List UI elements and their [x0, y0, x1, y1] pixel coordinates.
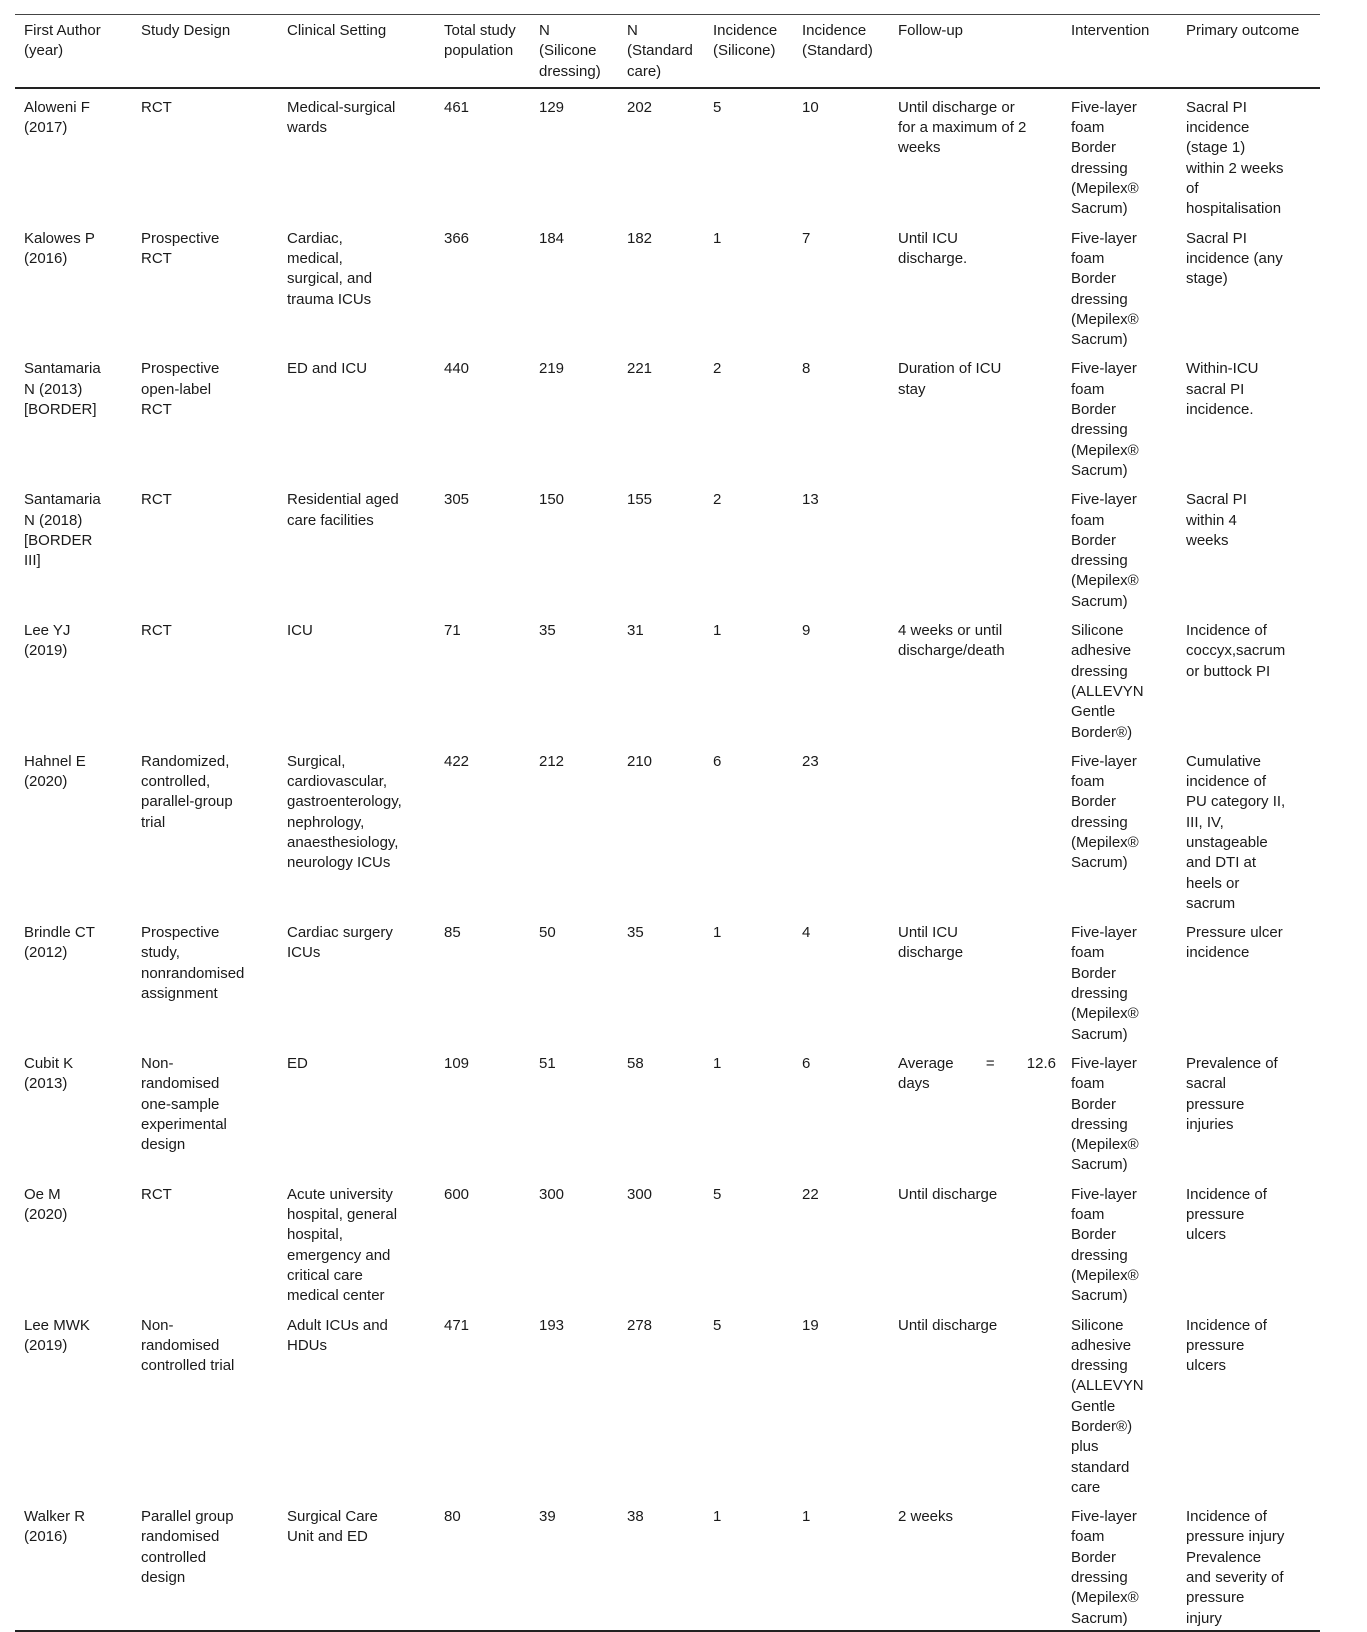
cell-primary-outcome: Cumulative incidence of PU category II, III, IV, unstageable and DTI at heels or sacrum: [1186, 752, 1286, 912]
studies-table: [15, 14, 1320, 1632]
cell-clinical-setting: ED and ICU: [287, 360, 368, 378]
cell-clinical-setting: ICU: [287, 622, 313, 640]
header-incidence-standard: Incidence (Standard): [802, 22, 873, 60]
cell-clinical-setting: ED: [287, 1054, 308, 1072]
header-first-author: First Author (year): [24, 22, 101, 60]
cell-primary-outcome: Sacral PI incidence (stage 1) within 2 weeks of hospitalisation: [1186, 98, 1284, 218]
cell-clinical-setting: Cardiac, medical, surgical, and trauma ICUs: [287, 229, 373, 308]
cell-clinical-setting: Medical-surgical wards: [287, 98, 396, 137]
cell-n-silicone: 212: [539, 752, 565, 770]
header-row: [15, 15, 1320, 88]
cell-n-standard: 155: [627, 491, 653, 509]
header-clinical-setting: Clinical Setting: [287, 22, 387, 39]
cell-follow-up: [889, 743, 1062, 914]
cell-n-silicone: 300: [539, 1185, 565, 1203]
cell-n-silicone: 51: [539, 1054, 556, 1072]
cell-first-author: Santamaria N (2013) [BORDER]: [24, 360, 101, 419]
cell-first-author: Hahnel E (2020): [24, 752, 86, 791]
cell-study-design: Prospective RCT: [141, 229, 220, 267]
table-row: [15, 88, 1320, 220]
cell-n-silicone: 193: [539, 1316, 565, 1334]
cell-n-silicone: 184: [539, 229, 565, 247]
cell-total-population: 109: [444, 1054, 470, 1072]
cell-study-design: Randomized, controlled, parallel-group trial: [141, 752, 233, 831]
cell-follow-up: Until discharge: [898, 1185, 998, 1203]
cell-primary-outcome: Sacral PI within 4 weeks: [1186, 491, 1247, 549]
cell-n-standard: 38: [627, 1508, 644, 1526]
header-n-silicone: N (Silicone dressing): [539, 22, 601, 80]
cell-study-design: RCT: [141, 622, 172, 640]
cell-incidence-silicone: 1: [713, 924, 722, 942]
cell-n-standard: 210: [627, 752, 653, 770]
cell-intervention: Five-layer foam Border dressing (Mepilex® Sacrum): [1071, 229, 1139, 349]
table-row: [15, 914, 1320, 1045]
cell-follow-up: Average = 12.6 days: [898, 1054, 1056, 1093]
cell-first-author: Brindle CT (2012): [24, 924, 95, 962]
header-incidence-silicone: Incidence (Silicone): [713, 22, 778, 60]
cell-clinical-setting: Surgical, cardiovascular, gastroenterology, nephrology, anaesthesiology, neurology ICUs: [287, 752, 402, 872]
cell-total-population: 600: [444, 1185, 470, 1203]
cell-study-design: RCT: [141, 1185, 172, 1203]
header-n-standard: N (Standard care): [627, 22, 693, 80]
cell-incidence-silicone: 1: [713, 1054, 722, 1072]
cell-total-population: 422: [444, 752, 470, 770]
cell-n-standard: 31: [627, 622, 644, 640]
cell-total-population: 305: [444, 491, 470, 509]
cell-n-silicone: 50: [539, 924, 556, 942]
cell-n-standard: 182: [627, 229, 653, 247]
table-row: [15, 1307, 1320, 1499]
cell-follow-up: 2 weeks: [898, 1508, 954, 1526]
cell-incidence-silicone: 6: [713, 752, 722, 770]
cell-total-population: 461: [444, 98, 470, 116]
cell-incidence-standard: 4: [802, 924, 811, 942]
cell-incidence-standard: 1: [802, 1508, 811, 1526]
cell-n-standard: 278: [627, 1316, 653, 1334]
cell-primary-outcome: Prevalence of sacral pressure injuries: [1186, 1054, 1278, 1133]
cell-first-author: Lee YJ (2019): [24, 622, 71, 660]
cell-clinical-setting: Residential aged care facilities: [287, 491, 399, 529]
cell-incidence-standard: 13: [802, 491, 819, 509]
cell-intervention: Five-layer foam Border dressing (Mepilex® Sacrum): [1071, 1054, 1139, 1174]
cell-follow-up: Until ICU discharge: [898, 924, 964, 962]
cell-follow-up: Until discharge: [898, 1316, 998, 1334]
table-row: [15, 612, 1320, 743]
cell-incidence-standard: 9: [802, 622, 811, 640]
cell-incidence-silicone: 5: [713, 1316, 722, 1334]
table-row: [15, 1498, 1320, 1631]
cell-study-design: RCT: [141, 491, 172, 509]
cell-first-author: Oe M (2020): [24, 1185, 68, 1224]
cell-incidence-standard: 6: [802, 1054, 811, 1072]
cell-first-author: Walker R (2016): [24, 1508, 86, 1546]
cell-first-author: Aloweni F (2017): [24, 98, 90, 137]
cell-incidence-silicone: 5: [713, 1185, 722, 1203]
cell-intervention: Five-layer foam Border dressing (Mepilex® Sacrum): [1071, 491, 1139, 610]
table-row: [15, 350, 1320, 481]
cell-n-silicone: 219: [539, 360, 565, 378]
cell-primary-outcome: Incidence of pressure ulcers: [1186, 1185, 1267, 1244]
cell-incidence-standard: 19: [802, 1316, 819, 1334]
cell-study-design: Prospective study, nonrandomised assignment: [141, 924, 245, 1003]
cell-total-population: 85: [444, 924, 461, 942]
cell-first-author: Kalowes P (2016): [24, 229, 95, 267]
header-follow-up: Follow-up: [898, 22, 964, 39]
cell-incidence-silicone: 2: [713, 360, 722, 378]
cell-intervention: Five-layer foam Border dressing (Mepilex® Sacrum): [1071, 360, 1139, 479]
cell-total-population: 366: [444, 229, 470, 247]
cell-study-design: RCT: [141, 98, 172, 116]
cell-total-population: 440: [444, 360, 470, 378]
cell-primary-outcome: Incidence of pressure ulcers: [1186, 1316, 1267, 1375]
cell-intervention: Five-layer foam Border dressing (Mepilex® Sacrum): [1071, 98, 1139, 218]
header-primary-outcome: Primary outcome: [1186, 22, 1300, 39]
header-study-design: Study Design: [141, 22, 231, 39]
cell-incidence-silicone: 2: [713, 491, 722, 509]
cell-follow-up: Until discharge or for a maximum of 2 weeks: [898, 98, 1027, 157]
cell-first-author: Cubit K (2013): [24, 1054, 74, 1093]
cell-follow-up: Until ICU discharge.: [898, 229, 968, 267]
cell-first-author: Santamaria N (2018) [BORDER III]: [24, 491, 101, 570]
cell-intervention: Five-layer foam Border dressing (Mepilex® Sacrum): [1071, 924, 1139, 1043]
cell-total-population: 71: [444, 622, 461, 640]
table-row: [15, 481, 1320, 612]
cell-total-population: 471: [444, 1316, 470, 1334]
table-row: [15, 220, 1320, 351]
cell-follow-up: Duration of ICU stay: [898, 360, 1002, 398]
cell-incidence-standard: 8: [802, 360, 811, 378]
cell-n-silicone: 39: [539, 1508, 556, 1526]
cell-n-standard: 300: [627, 1185, 653, 1203]
cell-n-silicone: 150: [539, 491, 565, 509]
cell-incidence-silicone: 5: [713, 98, 722, 116]
cell-incidence-standard: 7: [802, 229, 811, 247]
cell-clinical-setting: Cardiac surgery ICUs: [287, 924, 393, 962]
cell-n-standard: 221: [627, 360, 653, 378]
cell-primary-outcome: Within-ICU sacral PI incidence.: [1186, 360, 1259, 419]
cell-n-standard: 58: [627, 1054, 644, 1072]
cell-primary-outcome: Incidence of coccyx,sacrum or buttock PI: [1186, 622, 1286, 680]
cell-study-design: Non- randomised controlled trial: [141, 1316, 235, 1375]
cell-follow-up: 4 weeks or until discharge/death: [898, 622, 1005, 660]
cell-intervention: Five-layer foam Border dressing (Mepilex® Sacrum): [1071, 1508, 1139, 1627]
cell-incidence-silicone: 1: [713, 229, 722, 247]
cell-incidence-standard: 10: [802, 98, 819, 116]
cell-intervention: Silicone adhesive dressing (ALLEVYN Gentle Border®): [1071, 622, 1144, 741]
cell-intervention: Five-layer foam Border dressing (Mepilex® Sacrum): [1071, 1185, 1139, 1305]
table-row: [15, 743, 1320, 914]
cell-intervention: Five-layer foam Border dressing (Mepilex® Sacrum): [1071, 752, 1139, 872]
cell-follow-up: [889, 481, 1062, 612]
cell-n-silicone: 129: [539, 98, 565, 116]
cell-incidence-standard: 22: [802, 1185, 819, 1203]
cell-intervention: Silicone adhesive dressing (ALLEVYN Gentle Border®) plus standard care: [1071, 1316, 1144, 1496]
cell-incidence-standard: 23: [802, 752, 819, 770]
table-row: [15, 1176, 1320, 1307]
header-total-population: Total study population: [444, 22, 516, 60]
cell-incidence-silicone: 1: [713, 1508, 722, 1526]
cell-clinical-setting: Adult ICUs and HDUs: [287, 1316, 388, 1354]
cell-primary-outcome: Sacral PI incidence (any stage): [1186, 229, 1283, 288]
cell-clinical-setting: Surgical Care Unit and ED: [287, 1508, 378, 1546]
cell-study-design: Parallel group randomised controlled design: [141, 1508, 234, 1587]
cell-total-population: 80: [444, 1508, 461, 1526]
cell-incidence-silicone: 1: [713, 622, 722, 640]
cell-study-design: Prospective open-label RCT: [141, 360, 220, 419]
cell-study-design: Non- randomised one-sample experimental design: [141, 1054, 227, 1154]
table-body: [15, 88, 1320, 1631]
cell-n-standard: 202: [627, 98, 653, 116]
cell-primary-outcome: Pressure ulcer incidence: [1186, 924, 1283, 962]
header-intervention: Intervention: [1071, 22, 1150, 39]
cell-first-author: Lee MWK (2019): [24, 1316, 90, 1354]
cell-n-standard: 35: [627, 924, 644, 942]
cell-clinical-setting: Acute university hospital, general hospital, emergency and critical care medical center: [287, 1185, 398, 1305]
cell-n-silicone: 35: [539, 622, 556, 640]
table-row: [15, 1045, 1320, 1176]
cell-primary-outcome: Incidence of pressure injury Prevalence and severity of pressure injury: [1186, 1508, 1285, 1627]
